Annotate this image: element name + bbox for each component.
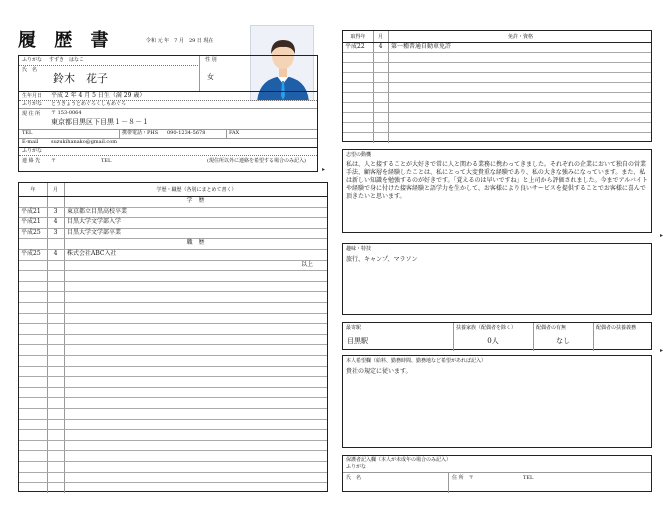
history-month-header: 月 — [52, 187, 58, 193]
row-text: 東京都立目黒高校卒業 — [67, 207, 128, 215]
wishes-label: 本人希望欄（給料、勤務時間、勤務地など希望があれば記入） — [346, 358, 487, 364]
row-divider — [19, 387, 327, 388]
row-month: 4 — [378, 43, 383, 50]
name-furigana: すずき はなこ — [49, 57, 85, 63]
history-detail-header: 学歴・職歴（各別にまとめて書く） — [156, 187, 237, 193]
license-name-header: 免許・資格 — [507, 34, 533, 40]
row-divider — [19, 429, 327, 430]
history-year-header: 年 — [30, 187, 36, 193]
address-furigana: とうきょうとめぐろくしもめぐろ — [51, 101, 127, 107]
row-text: 職 歴 — [186, 239, 205, 247]
row-divider — [19, 313, 327, 314]
license-rows — [343, 42, 651, 142]
row-divider — [19, 281, 327, 282]
contact-tel-label: TEL — [101, 158, 112, 164]
personal-info-box — [18, 55, 318, 172]
row-divider — [19, 355, 327, 356]
row-divider — [19, 334, 327, 335]
row-divider — [19, 397, 327, 398]
station-box — [342, 322, 652, 350]
row-divider — [19, 302, 327, 303]
guardian-address-label: 住 所 〒 — [452, 475, 474, 481]
row-text: 目黒大学文学部卒業 — [67, 228, 122, 236]
hobby-box — [342, 243, 652, 315]
mobile-label: 携帯電話・PHS — [122, 130, 159, 136]
row-month: 4 — [53, 218, 58, 226]
name-label: 氏 名 — [22, 67, 38, 73]
applicant-name: 鈴木 花子 — [53, 72, 108, 85]
row-year: 平成21 — [21, 218, 41, 226]
motivation-box — [342, 149, 652, 233]
row-year: 平成21 — [21, 207, 41, 215]
row-text: 第一種普通自動車免許 — [391, 43, 452, 50]
row-year: 平成25 — [21, 228, 41, 236]
guardian-furigana-label: ふりがな — [346, 464, 367, 470]
license-year-header: 取得年 — [350, 34, 366, 40]
address-label: 現 住 所 — [22, 111, 41, 117]
row-divider — [19, 249, 327, 250]
row-divider — [343, 52, 651, 53]
tel-label: TEL — [22, 130, 33, 136]
fax-label: FAX — [229, 130, 240, 136]
row-text: 以上 — [300, 260, 313, 268]
row-divider — [343, 82, 651, 83]
license-month-header: 月 — [377, 34, 383, 40]
hobby-text: 旅行、キャンプ、マラソン — [346, 256, 418, 263]
row-divider — [343, 92, 651, 93]
resume-title: 履 歴 書 — [18, 30, 115, 51]
resume-date: 令和 元 年 7 月 29 日 現在 — [146, 38, 214, 44]
row-divider — [343, 122, 651, 123]
history-table — [18, 182, 328, 492]
row-divider — [19, 366, 327, 367]
row-month: 4 — [53, 250, 58, 257]
contact-label: 連 絡 先 — [22, 158, 41, 164]
dependents-value: 0人 — [487, 337, 499, 345]
birth-label: 生年月日 — [22, 93, 43, 99]
arrow-right-icon: ▸ — [322, 166, 326, 173]
contact-postal: 〒 — [51, 158, 57, 164]
sex-label: 性 別 — [205, 57, 217, 63]
arrow-right-icon: ▸ — [660, 347, 664, 354]
email-value: suzukihanako@gmail.com — [51, 139, 117, 145]
history-rows — [19, 196, 327, 492]
station-label: 最寄駅 — [346, 325, 362, 331]
row-divider — [19, 450, 327, 451]
spouse-label: 配偶者の有無 — [536, 325, 567, 331]
licenses-table — [342, 30, 652, 142]
row-divider — [19, 217, 327, 218]
row-divider — [19, 419, 327, 420]
sex-value: 女 — [207, 73, 214, 81]
row-divider — [19, 482, 327, 483]
row-divider — [343, 72, 651, 73]
email-label: E-mail — [22, 139, 39, 145]
birth-value: 平成 2 年 4 月 5 日生（満 29 歳） — [51, 92, 146, 99]
guardian-name-label: 氏 名 — [346, 475, 362, 481]
address-furigana-label: ふりがな — [22, 101, 43, 107]
arrow-right-icon: ▸ — [660, 232, 664, 239]
wishes-text: 貴社の規定に従います。 — [346, 368, 412, 375]
row-divider — [19, 270, 327, 271]
row-text: 株式会社ABC入社 — [67, 250, 117, 257]
spouse-support-label: 配偶者の扶養義務 — [596, 325, 637, 331]
hobby-label: 趣味・特技 — [346, 246, 372, 252]
row-text: 目黒大学文学部入学 — [67, 218, 122, 226]
row-divider — [19, 376, 327, 377]
guardian-tel-label: TEL — [523, 475, 534, 481]
wishes-box — [342, 355, 652, 448]
row-year: 平成25 — [21, 250, 41, 257]
address-value: 東京都目黒区下目黒１－８－１ — [51, 118, 149, 126]
row-divider — [19, 344, 327, 345]
postal-code: 〒 153-0064 — [51, 110, 82, 116]
row-divider — [19, 207, 327, 208]
contact-furigana-label: ふりがな — [22, 148, 43, 154]
motivation-label: 志望の動機 — [346, 152, 372, 158]
row-year: 平成22 — [345, 43, 365, 50]
row-divider — [19, 291, 327, 292]
guardian-box — [342, 455, 652, 492]
row-divider — [19, 472, 327, 473]
furigana-label: ふりがな — [22, 57, 43, 63]
row-divider — [343, 102, 651, 103]
row-month: 3 — [53, 228, 58, 236]
station-value: 目黒駅 — [347, 337, 368, 345]
dependents-label: 扶養家族（配偶者を除く） — [456, 325, 517, 331]
row-divider — [19, 323, 327, 324]
contact-note: (現住所以外に連絡を希望する場合のみ記入) — [207, 158, 306, 164]
row-divider — [19, 440, 327, 441]
row-divider — [19, 228, 327, 229]
guardian-label: 保護者記入欄（本人が未成年の場合のみ記入） — [346, 457, 452, 463]
row-divider — [343, 62, 651, 63]
row-divider — [343, 112, 651, 113]
row-divider — [343, 132, 651, 133]
spouse-value: なし — [556, 337, 570, 345]
row-divider — [19, 408, 327, 409]
row-divider — [19, 461, 327, 462]
row-month: 3 — [53, 207, 58, 215]
mobile-value: 090-1234-5678 — [167, 130, 206, 136]
row-text: 学 歴 — [186, 197, 205, 204]
motivation-text: 私は、人と接することが大好きで常に人と関わる業務に携わってきました。それぞれの企業において独自の営業手法、顧客層を経験したことは、私にとって大変貴重な経験であり、私の大きな強みになっています。また、私は新しい知識を勉強するのが好きです。「覚えるのは早いですね」と上司から評価されました。今までアルバイトや経験で身に付けた接客経験と語学力を生かして、お客様により良いサービスを提供することでお客様に喜んで頂きたいと思います。 — [346, 161, 648, 200]
